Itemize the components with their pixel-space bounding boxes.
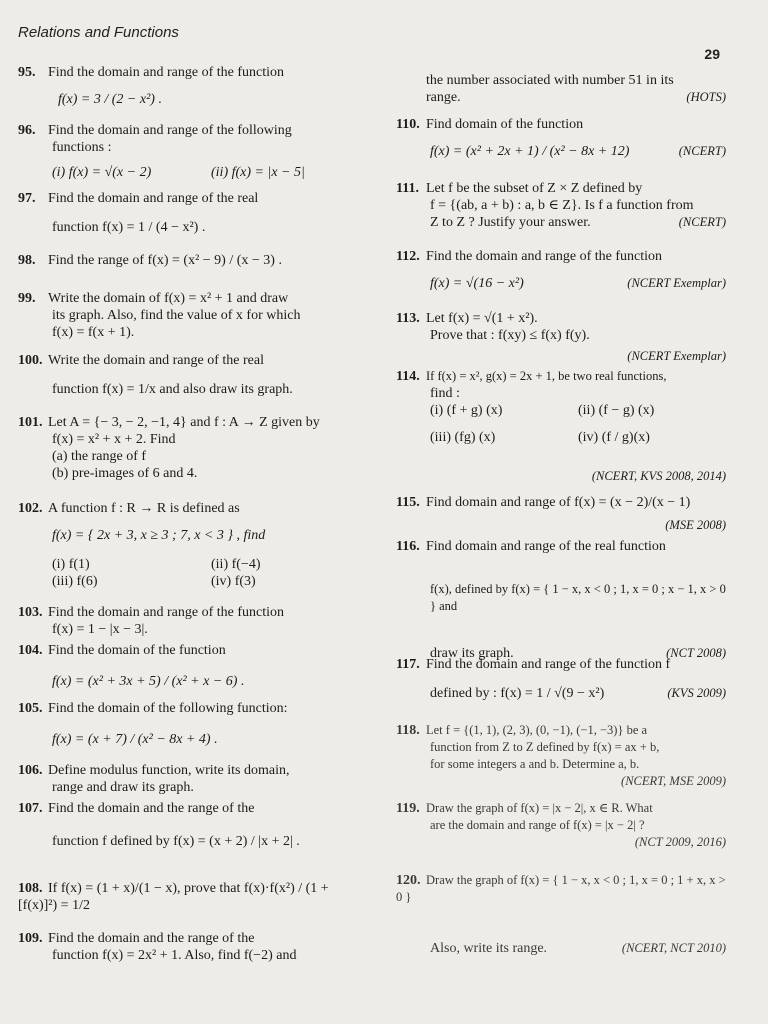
- question-101: 101. Let A = {− 3, − 2, −1, 4} and f : A → Z given by f(x) = x² + x + 2. Find (a) the range of f (b) pre-images of 6 and 4.: [18, 415, 320, 481]
- question-105: 105. Find the domain of the following function: f(x) = (x + 7) / (x² − 8x + 4) .: [18, 701, 288, 747]
- question-98: 98. Find the range of f(x) = (x² − 9) / (x − 3) .: [18, 253, 282, 268]
- question-108: 108. If f(x) = (1 + x)/(1 − x), prove that f(x)·f(x²) / (1 + [f(x)]²) = 1/2: [18, 881, 329, 913]
- question-117: 117. Find the domain and range of the function f defined by : f(x) = 1 / √(9 − x²) (KVS 2009): [396, 657, 726, 701]
- question-114: 114. If f(x) = x², g(x) = 2x + 1, be two real functions, find : (i) (f + g) (x) (ii) (f − g) (x) (iii) (fg) (x) (iv) (f / g)(x) (NCERT, KVS 2008, 2014): [396, 369, 726, 483]
- question-116: 116. Find domain and range of the real function f(x), defined by f(x) = { 1 − x, x < 0 ; 1, x = 0 ; x − 1, x > 0 } and draw its graph. (NCT 2008): [396, 539, 726, 661]
- question-120: 120. Draw the graph of f(x) = { 1 − x, x < 0 ; 1, x = 0 ; 1 + x, x > 0 } Also, write its range. (NCERT, NCT 2010): [396, 873, 726, 956]
- question-106: 106. Define modulus function, write its domain, range and draw its graph.: [18, 763, 290, 795]
- running-title: Relations and Functions: [18, 24, 179, 41]
- question-97: 97. Find the domain and range of the real function f(x) = 1 / (4 − x²) .: [18, 191, 259, 235]
- question-119: 119. Draw the graph of f(x) = |x − 2|, x ∈ R. What are the domain and range of f(x) = |x − 2| ? (NCT 2009, 2016): [396, 801, 726, 849]
- question-109: 109. Find the domain and the range of the function f(x) = 2x² + 1. Also, find f(−2) and: [18, 931, 297, 963]
- question-95: 95. Find the domain and range of the function f(x) = 3 / (2 − x²) .: [18, 65, 284, 107]
- question-115: 115. Find domain and range of f(x) = (x − 2)/(x − 1) (MSE 2008): [396, 495, 726, 532]
- question-118: 118. Let f = {(1, 1), (2, 3), (0, −1), (−1, −3)} be a function from Z to Z defined by f(x) = ax + b, for some integers a and b. Determine a, b. (NCERT, MSE 2009): [396, 723, 726, 788]
- question-103: 103. Find the domain and range of the function f(x) = 1 − |x − 3|.: [18, 605, 284, 637]
- question-100: 100. Write the domain and range of the real function f(x) = 1/x and also draw its graph.: [18, 353, 293, 397]
- page-number: 29: [704, 46, 720, 62]
- question-109-continued: the number associated with number 51 in its range. (HOTS): [426, 73, 726, 105]
- left-column: [18, 64, 370, 968]
- question-112: 112. Find the domain and range of the function f(x) = √(16 − x²) (NCERT Exemplar): [396, 249, 726, 291]
- right-column: [396, 72, 726, 956]
- question-96: 96. Find the domain and range of the following functions : (i) f(x) = √(x − 2) (ii) f(x) = |x − 5|: [18, 123, 305, 180]
- question-99: 99. Write the domain of f(x) = x² + 1 and draw its graph. Also, find the value of x for which f(x) = f(x + 1).: [18, 291, 301, 340]
- question-111: 111. Let f be the subset of Z × Z defined by f = {(ab, a + b) : a, b ∈ Z}. Is f a function from Z to Z ? Justify your answer. (NCERT): [396, 181, 726, 230]
- question-104: 104. Find the domain of the function f(x) = (x² + 3x + 5) / (x² + x − 6) .: [18, 643, 245, 689]
- question-102: 102. A function f : R → R is defined as f(x) = { 2x + 3, x ≥ 3 ; 7, x < 3 } , find (i) f(1) (ii) f(−4) (iii) f(6) (iv) f(3): [18, 501, 266, 589]
- question-107: 107. Find the domain and the range of the function f defined by f(x) = (x + 2) / |x + 2| .: [18, 801, 300, 849]
- question-113: 113. Let f(x) = √(1 + x²). Prove that : f(xy) ≤ f(x) f(y). (NCERT Exemplar): [396, 311, 726, 363]
- question-110: 110. Find domain of the function f(x) = (x² + 2x + 1) / (x² − 8x + 12) (NCERT): [396, 117, 726, 159]
